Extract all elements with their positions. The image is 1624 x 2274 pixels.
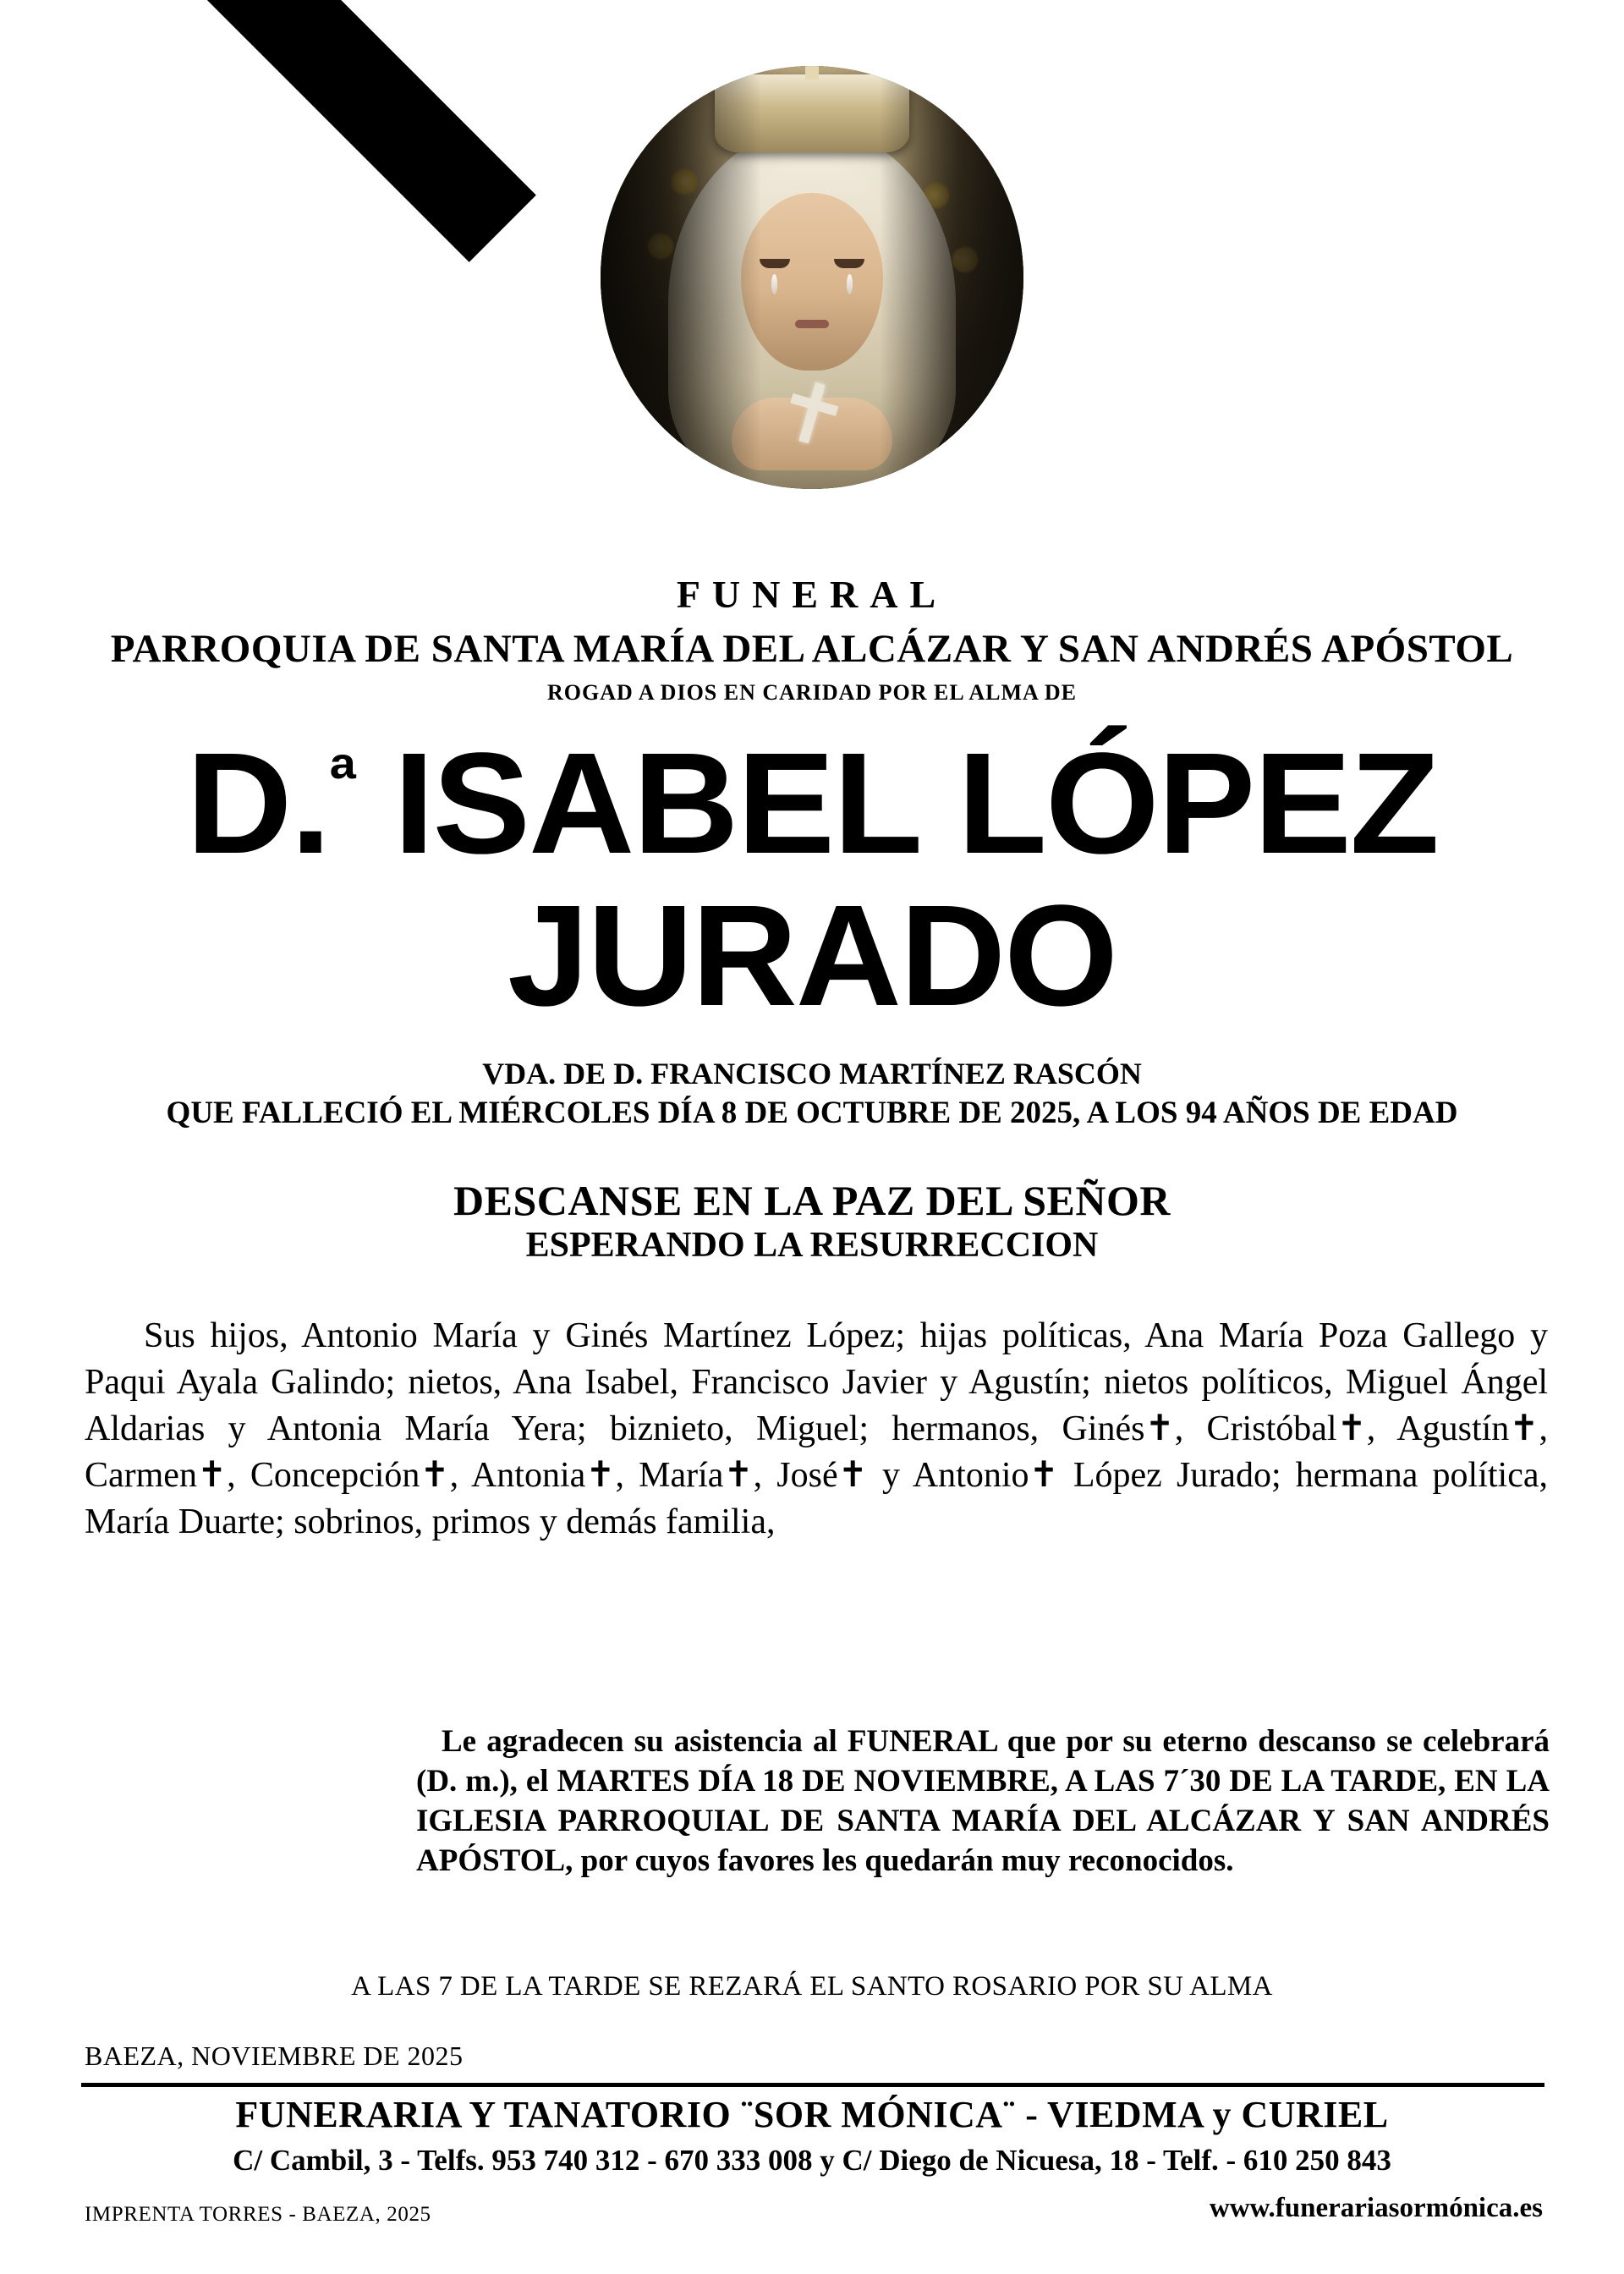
rest-in-peace-line-2: ESPERANDO LA RESURRECCION (525, 1226, 1099, 1265)
mouth-shape (795, 320, 829, 328)
portrait-shadow-right (880, 66, 1023, 489)
pray-line: ROGAD A DIOS EN CARIDAD POR EL ALMA DE (547, 680, 1077, 705)
rosary-line: A LAS 7 DE LA TARDE SE REZARÁ EL SANTO ROSARIO POR SU ALMA (351, 1971, 1273, 2002)
tear-right-icon (847, 274, 853, 294)
widow-of-line: VDA. DE D. FRANCISCO MARTÍNEZ RASCÓN (482, 1057, 1142, 1090)
virgin-portrait (601, 66, 1023, 489)
funeral-home-address: C/ Cambil, 3 - Telfs. 953 740 312 - 670 333 008 y C/ Diego de Nicuesa, 18 - Telf. - 610 250 843 (233, 2144, 1391, 2177)
parish-name: PARROQUIA DE SANTA MARÍA DEL ALCÁZAR Y SAN ANDRÉS APÓSTOL (110, 627, 1514, 671)
portrait-medallion (601, 66, 1023, 489)
funeral-home-name: FUNERARIA Y TANATORIO ¨SOR MÓNICA¨ - VIEDMA y CURIEL (235, 2094, 1389, 2135)
eye-left (760, 259, 790, 268)
deceased-name (0, 723, 1624, 1036)
printer-credit: IMPRENTA TORRES - BAEZA, 2025 (85, 2203, 431, 2226)
honorific-superscript: ª (329, 739, 355, 820)
funeral-home-website[interactable]: www.funerariasormónica.es (1209, 2193, 1543, 2223)
tear-left-icon (771, 274, 777, 294)
face-shape (741, 193, 883, 371)
mourning-band (0, 0, 536, 262)
family-list: Sus hijos, Antonio María y Ginés Martínez López; hijas políticas, Ana María Poza Gallego y Paqui Ayala Galindo; nietos, Ana Isabel, Francisco Javier y Agustín; nietos políticos, Miguel Ángel Aldarias y Antonia María Yera; biznieto, Miguel; hermanos, Ginés✝, Cristóbal✝, Agustín✝, Carmen✝, Concepción✝, Antonia✝, María✝, José✝ y Antonio✝ López Jurado; hermana política, María Duarte; sobrinos, primos y demás familia, (85, 1316, 1548, 1541)
invitation-paragraph: Le agradecen su asistencia al FUNERAL que por su eterno descanso se celebrará (D. m.), el MARTES DÍA 18 DE NOVIEMBRE, A LAS 7´30 DE LA TARDE, EN LA IGLESIA PARROQUIAL DE SANTA MARÍA DEL ALCÁZAR Y SAN ANDRÉS APÓSTOL, por cuyos favores les quedarán muy reconocidos. (416, 1724, 1550, 1878)
honorific: D. (186, 723, 330, 884)
death-date-line: QUE FALLECIÓ EL MIÉRCOLES DÍA 8 DE OCTUBRE DE 2025, A LOS 94 AÑOS DE EDAD (166, 1096, 1458, 1130)
heading-funeral: FUNERAL (676, 573, 948, 616)
deceased-full-name: ISABEL LÓPEZ JURADO (393, 723, 1438, 1036)
rest-in-peace-line-1: DESCANSE EN LA PAZ DEL SEÑOR (453, 1177, 1171, 1224)
eye-right (834, 259, 864, 268)
city-date: BAEZA, NOVIEMBRE DE 2025 (85, 2041, 464, 2071)
portrait-shadow-left (601, 66, 761, 489)
footer-divider (81, 2083, 1544, 2087)
